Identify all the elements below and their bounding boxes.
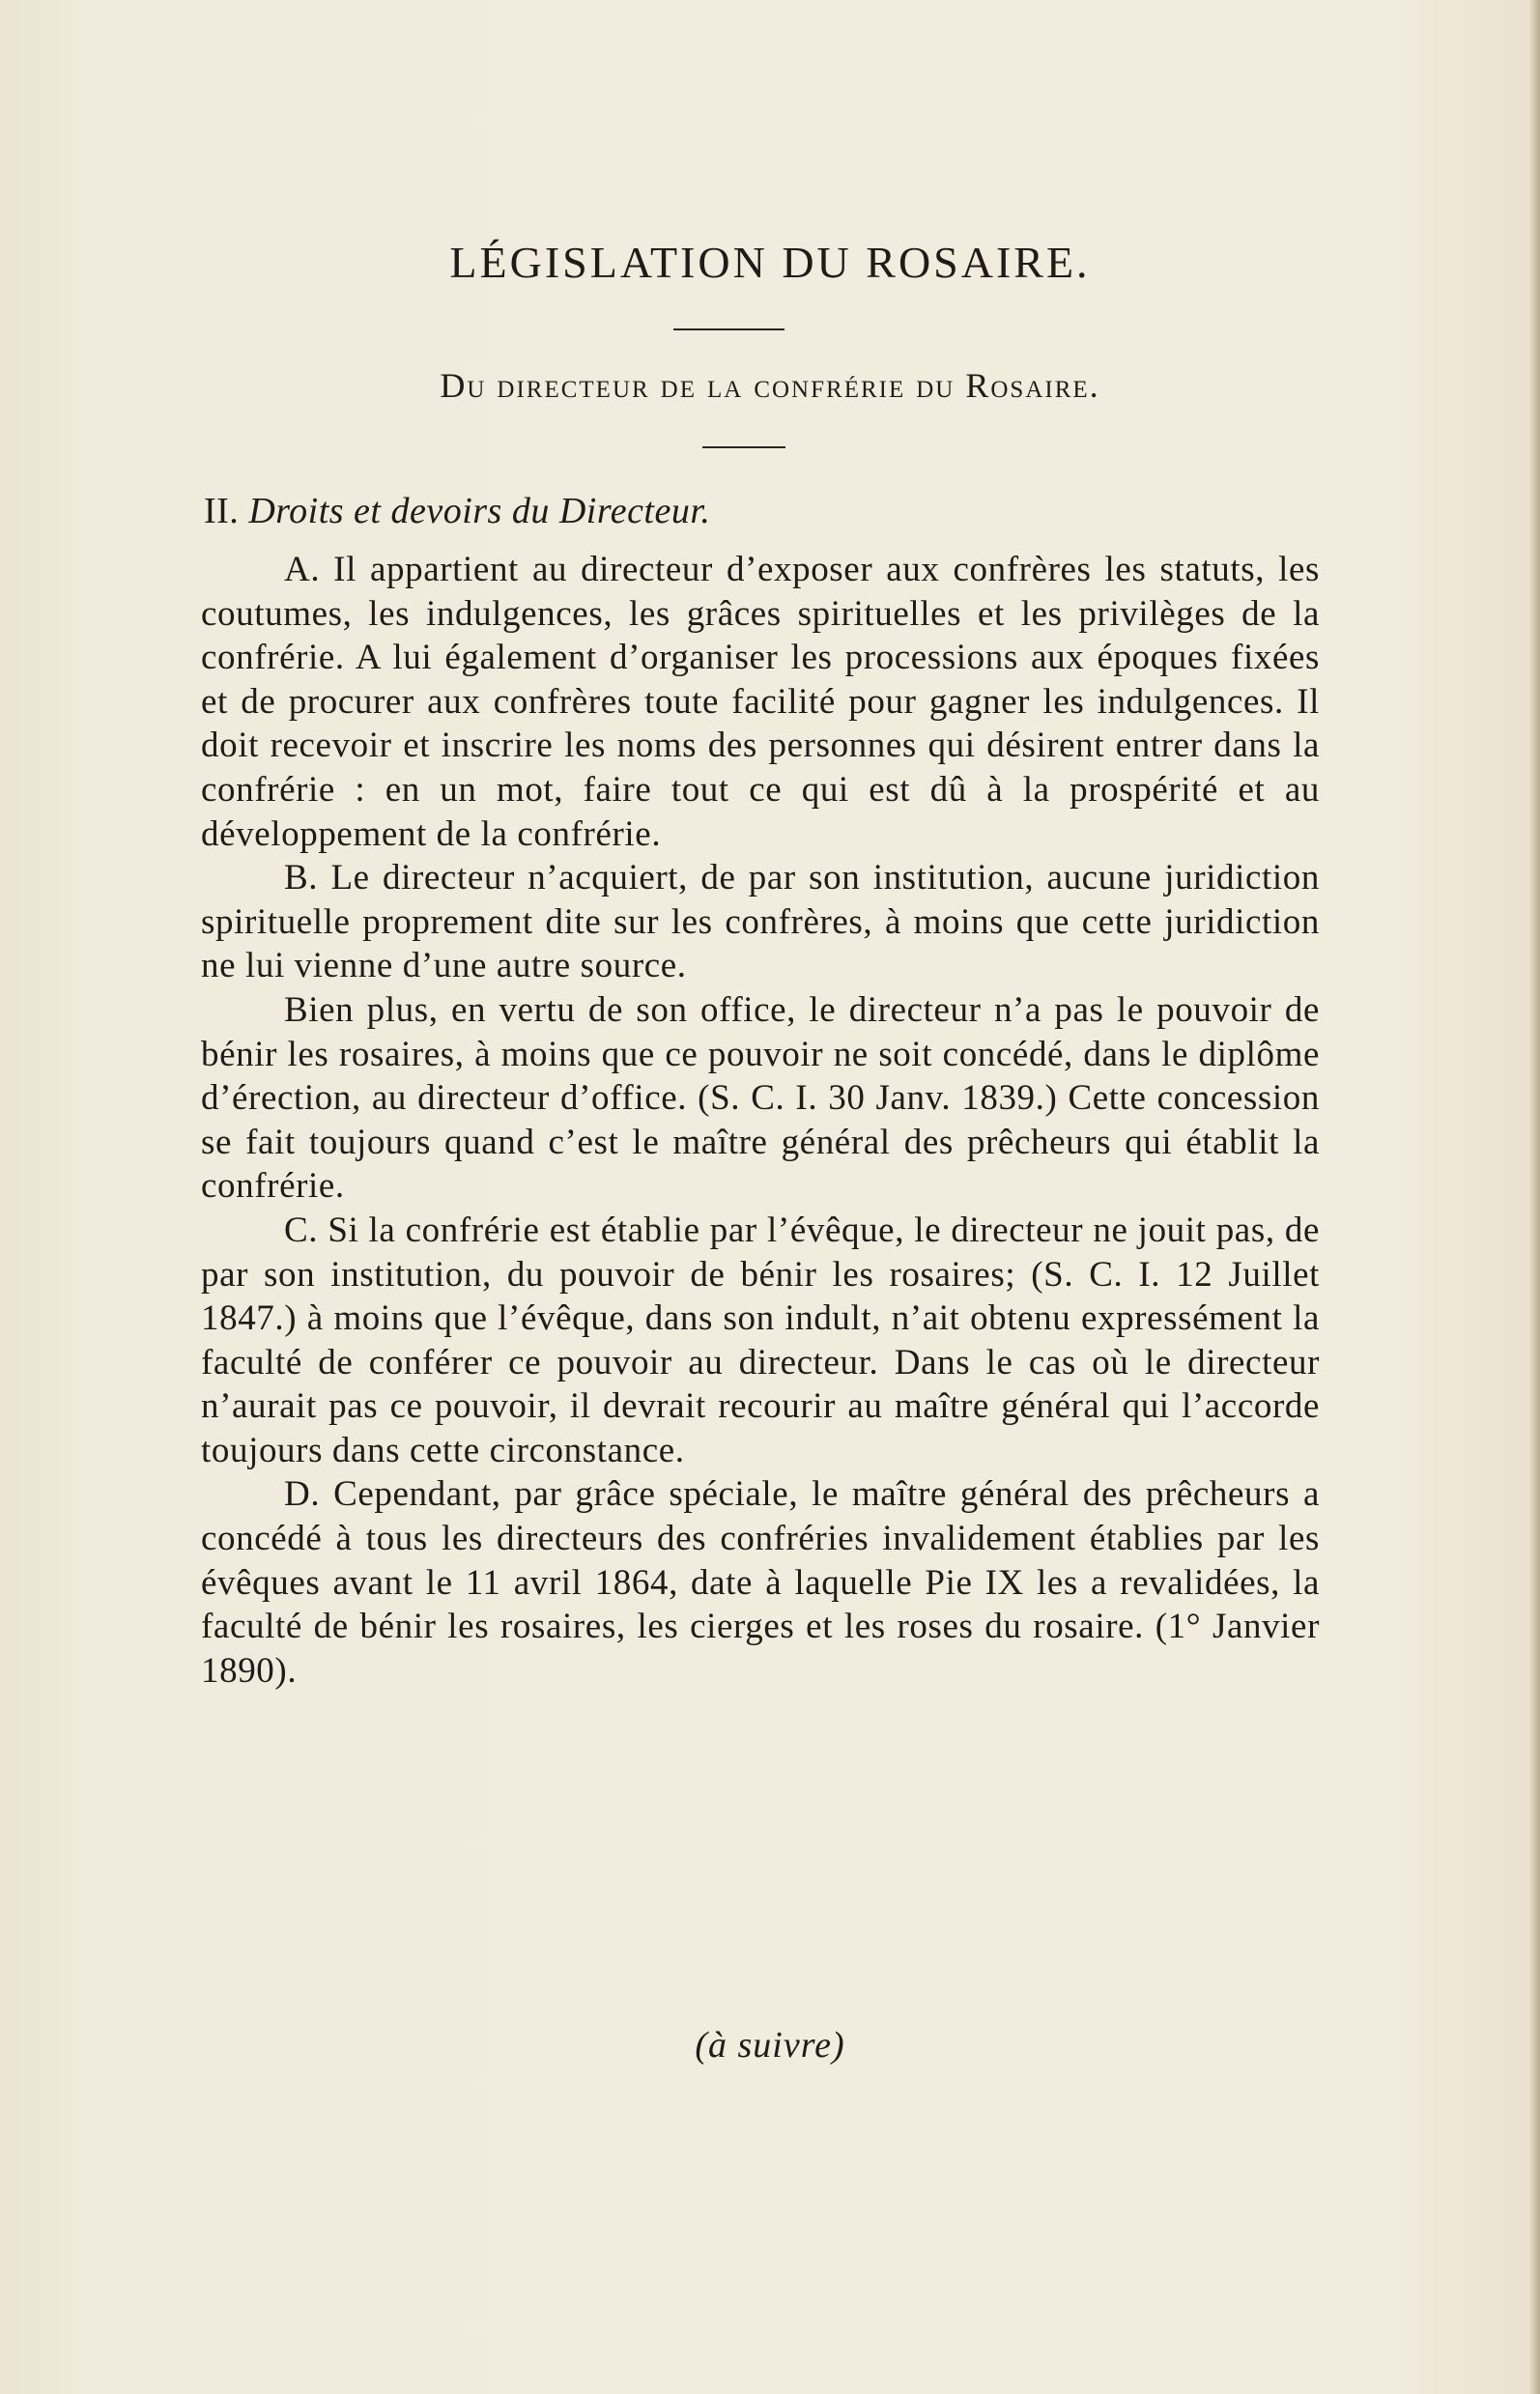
paragraph-b-continued: Bien plus, en vertu de son office, le directeur n’a pas le pouvoir de bénir les rosaires, à moins que ce pouvoir ne soit concédé, dans le diplôme d’érection, au directeur d’office. (S. C. I. 30 Janv. 1839.) Cette concession se fait toujours quand c’est le maître général des prêcheurs qui établit la confrérie. [201,989,1320,1207]
paragraph-a: A. Il appartient au directeur d’exposer aux confrères les statuts, les coutumes, les indulgences, les grâces spirituelles et les privilèges de la confrérie. A lui également d’organiser les processions aux époques fixées et de procurer aux confrères toute facilité pour gagner les indulgences. Il doit recevoir et inscrire les noms des personnes qui désirent entrer dans la confrérie : en un mot, faire tout ce qui est dû à la prospérité et au développement de la confrérie. [201,550,1320,854]
paragraph-c: C. Si la confrérie est établie par l’évêque, le directeur ne jouit pas, de par son institution, du pouvoir de bénir les rosaires; (S. C. I. 12 Juillet 1847.) à moins que l’évêque, dans son indult, n’ait obtenu expressément la faculté de conférer ce pouvoir au directeur. Dans le cas où le directeur n’aurait pas ce pouvoir, il devrait recourir au maître général qui l’accorde toujours dans cette circonstance. [201,1210,1320,1470]
subtitle-divider [702,446,785,448]
chapter-subtitle: Du directeur de la confrérie du Rosaire. [440,366,1100,405]
section-number: II. [204,491,240,531]
title-divider [673,328,784,330]
page-title: LÉGISLATION DU ROSAIRE. [449,238,1091,287]
section-title: Droits et devoirs du Directeur. [248,491,711,531]
section-heading [204,490,710,532]
body-text [201,548,1320,1693]
continued-note: (à suivre) [695,2025,845,2066]
paragraph-b: B. Le directeur n’acquiert, de par son institution, aucune juridiction spirituelle proprement dite sur les confrères, à moins que cette juridiction ne lui vienne d’une autre source. [201,858,1320,986]
paragraph-d: D. Cependant, par grâce spéciale, le maître général des prêcheurs a concédé à tous les directeurs des confréries invalidement établies par les évêques avant le 11 avril 1864, date à laquelle Pie IX les a revalidées, la faculté de bénir les rosaires, les cierges et les roses du rosaire. (1° Janvier 1890). [201,1474,1320,1691]
